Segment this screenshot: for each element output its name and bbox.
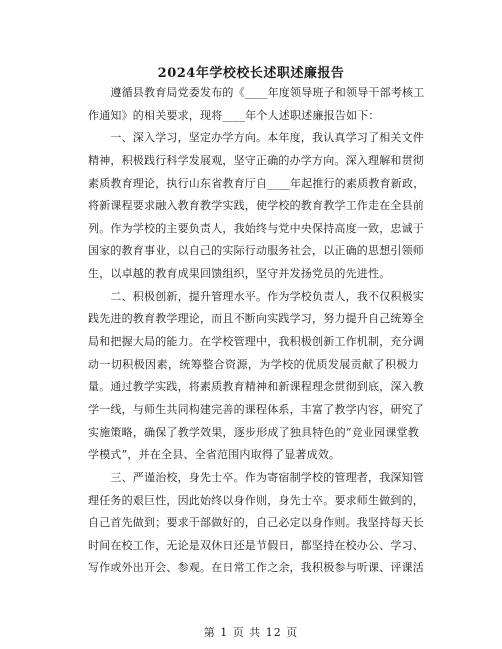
body-line: 将新课程要求融入教育教学实践，使学校的教育教学工作走在全县前: [88, 199, 424, 213]
document-title: 2024年学校校长述职述廉报告: [157, 66, 345, 81]
body-line: 动一切积极因素，统筹整合资源，为学校的优质发展贡献了积极力: [88, 357, 419, 371]
body-line: 量。通过教学实践，将素质教育精神和新课程理念贯彻到底，深入教: [88, 380, 424, 394]
page-number-footer: 第 1 页 共 12 页: [203, 626, 299, 639]
body-line: 遵循县教育局党委发布的《____年度领导班子和领导干部考核工: [88, 86, 425, 99]
body-line: 理任务的艰巨性，因此始终以身作则，身先士卒。要求师生做到的，: [88, 493, 424, 507]
body-line: 践先进的教育教学理论，而且不断向实践学习，努力提升自己统筹全: [88, 312, 424, 326]
body-line: 时间在校工作，无论是双休日还是节假日，都坚持在校办公、学习、: [88, 538, 424, 552]
body-line: 列。作为学校的主要负责人，我始终与党中央保持高度一致，忠诚于: [88, 221, 424, 235]
body-line: 国家的教育事业，以自己的实际行动服务社会，以正确的思想引领师: [88, 244, 424, 258]
body-line: 作通知》的相关要求，现将____年个人述职述廉报告如下：: [88, 108, 380, 122]
body-line: 写作或外出开会、参观。在日常工作之余，我积极参与听课、评课活: [88, 561, 424, 575]
body-line: 二、积极创新，提升管理水平。作为学校负责人，我不仅积极实: [88, 289, 424, 303]
body-line: 素质教育理论，执行山东省教育厅自____年起推行的素质教育新政，: [88, 176, 425, 190]
document-body: [88, 82, 425, 580]
body-line: 自己首先做到；要求干部做好的，自己必定以身作则。我坚持每天长: [88, 516, 424, 530]
body-line: 实施策略，确保了教学效果，逐步形成了独具特色的“竞业园课堂教: [88, 425, 419, 439]
body-line: 学一线，与师生共同构建完善的课程体系，丰富了教学内容，研究了: [88, 402, 424, 416]
body-line: 一、深入学习，坚定办学方向。本年度，我认真学习了相关文件: [88, 131, 424, 145]
body-line: 学模式”，并在全县、全省范围内取得了显著成效。: [88, 448, 341, 462]
body-line: 生，以卓越的教育成果回馈组织，坚守并发扬党员的先进性。: [88, 267, 391, 281]
body-line: 精神，积极践行科学发展观，坚守正确的办学方向。深入理解和贯彻: [88, 153, 424, 167]
body-line: 三、严谨治校，身先士卒。作为寄宿制学校的管理者，我深知管: [88, 470, 424, 484]
body-line: 局和把握大局的能力。在学校管理中，我积极创新工作机制，充分调: [88, 335, 424, 349]
